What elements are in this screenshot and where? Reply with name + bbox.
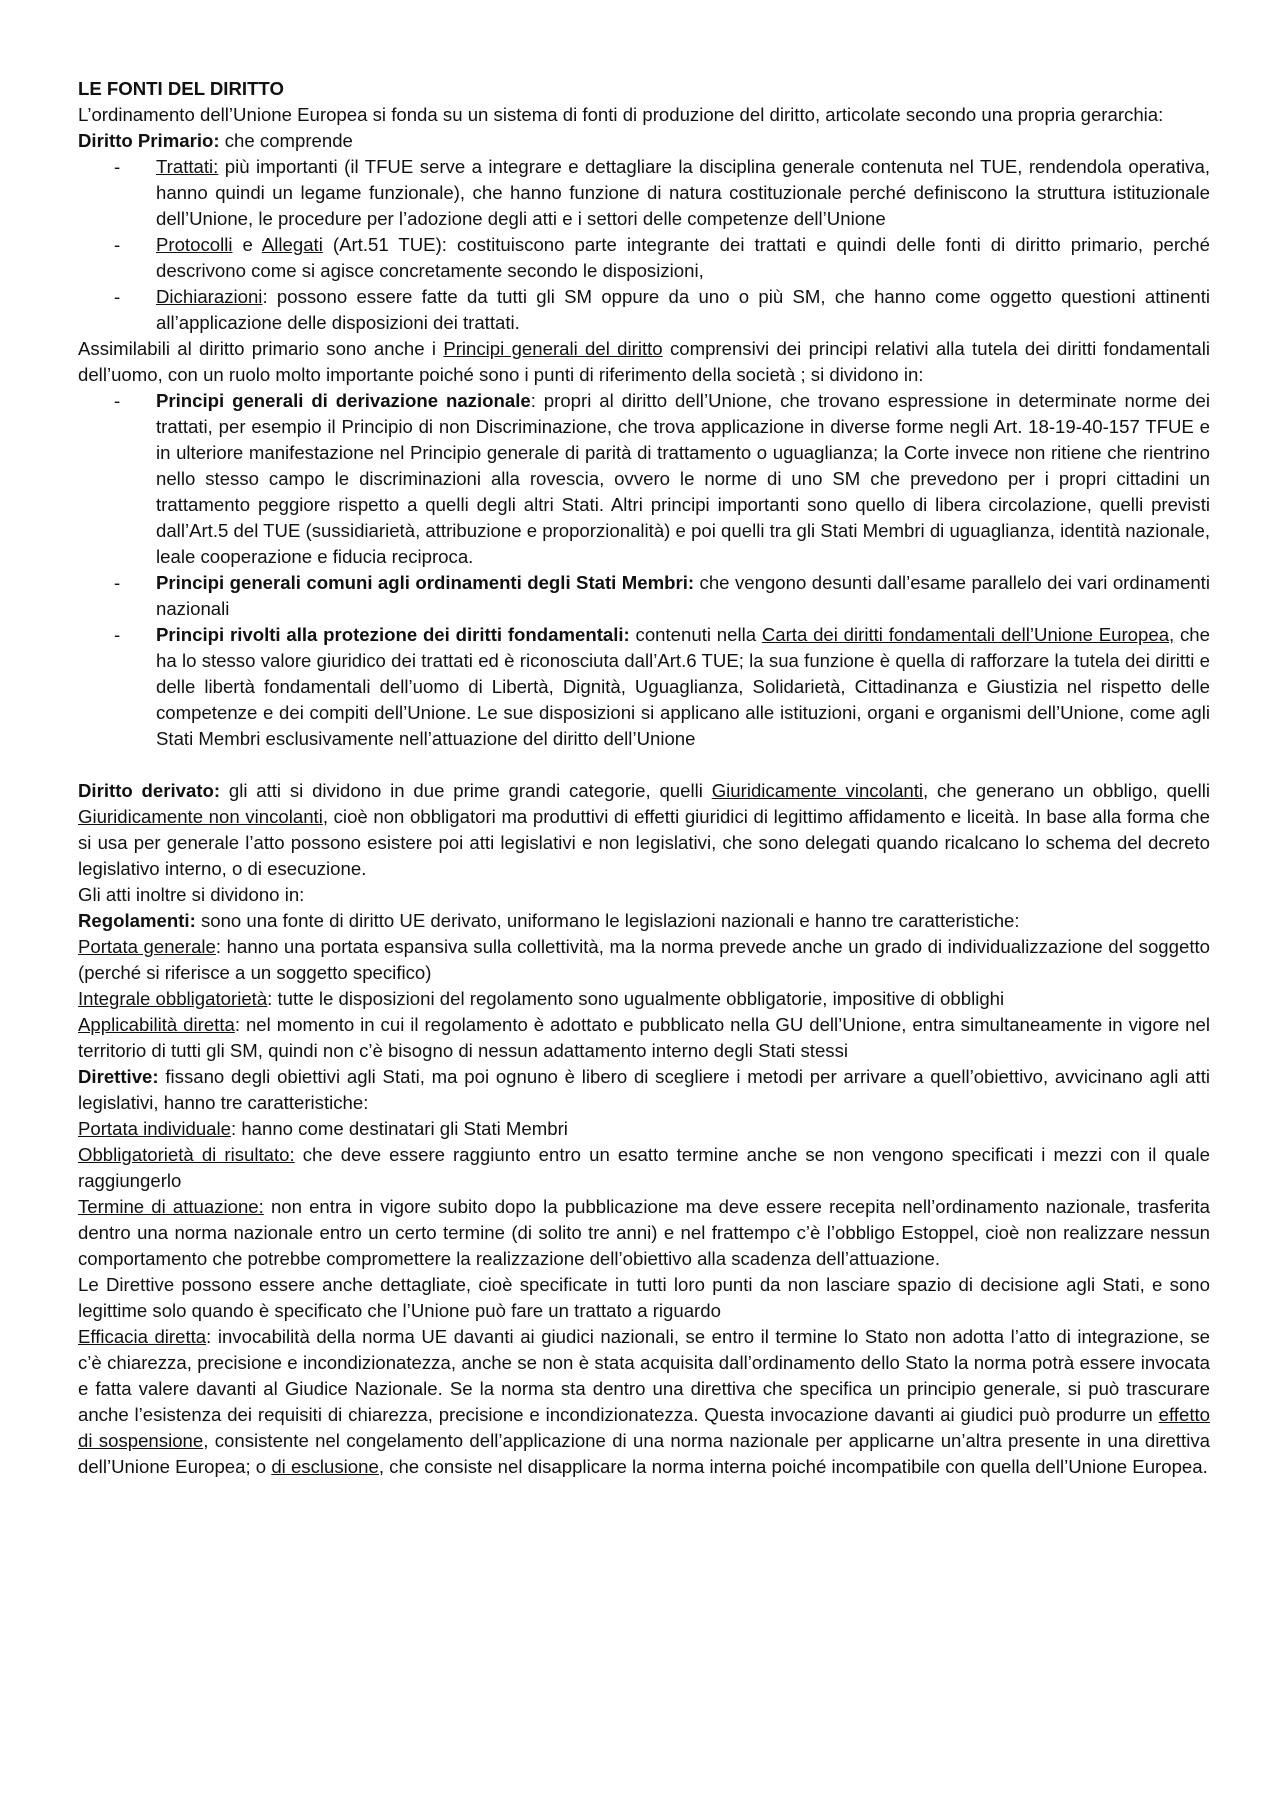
direttive-dettagliate: Le Direttive possono essere anche dettagliate, cioè specificate in tutti loro punti da non lasciare spazio di decisione agli Stati, e sono legittime solo quando è specificato che l’Unione può fare un trattato a riguardo (78, 1274, 1210, 1321)
direttive-termine-attuazione: Termine di attuazione: non entra in vigore subito dopo la pubblicazione ma deve essere recepita nell’ordinamento nazionale, trasferita dentro una norma nazionale entro un certo termine (di solito tre anni) e nel frattempo c’è l’obbligo Estoppel, cioè non realizzare nessun comportamento che potrebbe compromettere la realizzazione dell’obiettivo alla scadenza dell’attuazione. (78, 1196, 1211, 1269)
list-item-principi-diritti: - Principi rivolti alla protezione dei diritti fondamentali: contenuti nella Carta dei diritti fondamentali dell’Unione Europea, che ha lo stesso valore giuridico dei trattati ed è riconosciuta dall’Art.6 TUE; la sua funzione è quella di rafforzare la tutela dei diritti e delle libertà fondamentali dell’uomo di Libertà, Dignità, Uguaglianza, Solidarietà, Cittadinanza e Giustizia nel rispetto delle competenze e dei compiti dell’Unione. Le sue disposizioni si applicano alle istituzioni, organi e organismi dell’Unione, come agli Stati Membri esclusivamente nell’attuazione del diritto dell’Unione (114, 624, 1210, 749)
regolamenti-paragraph: Regolamenti: sono una fonte di diritto UE derivato, uniformano le legislazioni nazionali e hanno tre caratteristiche: (78, 910, 1020, 931)
list-item-protocolli-allegati: - Protocolli e Allegati (Art.51 TUE): costituiscono parte integrante dei trattati e quindi delle fonti di diritto primario, perché descrivono come si agisce concretamente secondo le disposizioni, (114, 234, 1210, 281)
blank-line (78, 752, 1210, 778)
regolamenti-portata-generale: Portata generale: hanno una portata espansiva sulla collettività, ma la norma prevede anche un grado di individualizzazione del soggetto (perché si riferisce a un soggetto specifico) (78, 936, 1211, 983)
regolamenti-applicabilita: Applicabilità diretta: nel momento in cui il regolamento è adottato e pubblicato nella GU dell’Unione, entra simultaneamente in vigore nel territorio di tutti gli SM, quindi non c’è bisogno di nessun adattamento interno degli Stati stessi (78, 1014, 1210, 1061)
list-item-principi-comuni: - Principi generali comuni agli ordinamenti degli Stati Membri: che vengono desunti dall’esame parallelo dei vari ordinamenti nazionali (114, 572, 1210, 619)
diritto-primario-list (78, 154, 1210, 336)
intro-paragraph: L’ordinamento dell’Unione Europea si fonda su un sistema di fonti di produzione del diritto, articolate secondo una propria gerarchia: (78, 104, 1164, 125)
diritto-derivato-paragraph: Diritto derivato: gli atti si dividono in due prime grandi categorie, quelli Giuridicamente vincolanti, che generano un obbligo, quelli Giuridicamente non vincolanti, cioè non obbligatori ma produttivi di effetti giuridici di legittimo affidamento e liceità. In base alla forma che si usa per generale l’atto possono esistere poi atti legislativi e non legislativi, che sono delegati quando ricalcano lo schema del decreto legislativo interno, o di esecuzione. (78, 780, 1210, 879)
diritto-primario-heading: Diritto Primario: che comprende (78, 130, 353, 151)
list-item-trattati: - Trattati: più importanti (il TFUE serve a integrare e dettagliare la disciplina generale contenuta nel TUE, rendendola operativa, hanno quindi un legame funzionale), che hanno funzione di natura costituzionale perché definiscono la struttura istituzionale dell’Unione, le procedure per l’adozione degli atti e i settori delle competenze dell’Unione (114, 156, 1210, 229)
atti-divisione-line: Gli atti inoltre si dividono in: (78, 884, 305, 905)
list-item-dichiarazioni: - Dichiarazioni: possono essere fatte da tutti gli SM oppure da uno o più SM, che hanno come oggetto questioni attinenti all’applicazione delle disposizioni dei trattati. (114, 286, 1210, 333)
document-page (78, 76, 1210, 1480)
direttive-paragraph: Direttive: fissano degli obiettivi agli Stati, ma poi ognuno è libero di scegliere i metodi per arrivare a quell’obiettivo, avvicinano agli atti legislativi, hanno tre caratteristiche: (78, 1066, 1210, 1113)
regolamenti-obbligatorieta: Integrale obbligatorietà: tutte le disposizioni del regolamento sono ugualmente obbligatorie, impositive di obblighi (78, 988, 1005, 1009)
document-title: LE FONTI DEL DIRITTO (78, 78, 284, 99)
efficacia-diretta-paragraph: Efficacia diretta: invocabilità della norma UE davanti ai giudici nazionali, se entro il termine lo Stato non adotta l’atto di integrazione, se c’è chiarezza, precisione e incondizionatezza, anche se non è stata acquisita dall’ordinamento dello Stato la norma potrà essere invocata e fatta valere davanti al Giudice Nazionale. Se la norma sta dentro una direttiva che specifica un principio generale, si può trascurare anche l’esistenza dei requisiti di chiarezza, precisione e incondizionatezza. Questa invocazione davanti ai giudici può produrre un effetto di sospensione, consistente nel congelamento dell’applicazione di una norma nazionale per applicarne un’altra presente in una direttiva dell’Unione Europea; o di esclusione, che consiste nel disapplicare la norma interna poiché incompatibile con quella dell’Unione Europea. (78, 1326, 1210, 1477)
list-item-principi-nazionale: - Principi generali di derivazione nazionale: propri al diritto dell’Unione, che trovano espressione in determinate norme dei trattati, per esempio il Principio di non Discriminazione, che trova applicazione in diverse forme negli Art. 18-19-40-157 TFUE e in ulteriore manifestazione nel Principio generale di parità di trattamento o uguaglianza; la Corte invece non ritiene che rientrino nello stesso campo le discriminazioni alla rovescia, ovvero le norme di uno SM che prevedono per i propri cittadini un trattamento peggiore rispetto a quelli degli altri Stati. Altri principi importanti sono quello di libera circolazione, quelli previsti dall’Art.5 del TUE (sussidiarietà, attribuzione e proporzionalità) e poi quelli tra gli Stati Membri di uguaglianza, identità nazionale, leale cooperazione e fiducia reciproca. (114, 390, 1210, 567)
principi-generali-paragraph: Assimilabili al diritto primario sono anche i Principi generali del diritto comprensivi dei principi relativi alla tutela dei diritti fondamentali dell’uomo, con un ruolo molto importante poiché sono i punti di riferimento della società ; si dividono in: (78, 338, 1211, 385)
principi-list (78, 388, 1210, 752)
direttive-portata-individuale: Portata individuale: hanno come destinatari gli Stati Membri (78, 1118, 568, 1139)
direttive-obbligatorieta-risultato: Obbligatorietà di risultato: che deve essere raggiunto entro un esatto termine anche se non vengono specificati i mezzi con il quale raggiungerlo (78, 1144, 1210, 1191)
